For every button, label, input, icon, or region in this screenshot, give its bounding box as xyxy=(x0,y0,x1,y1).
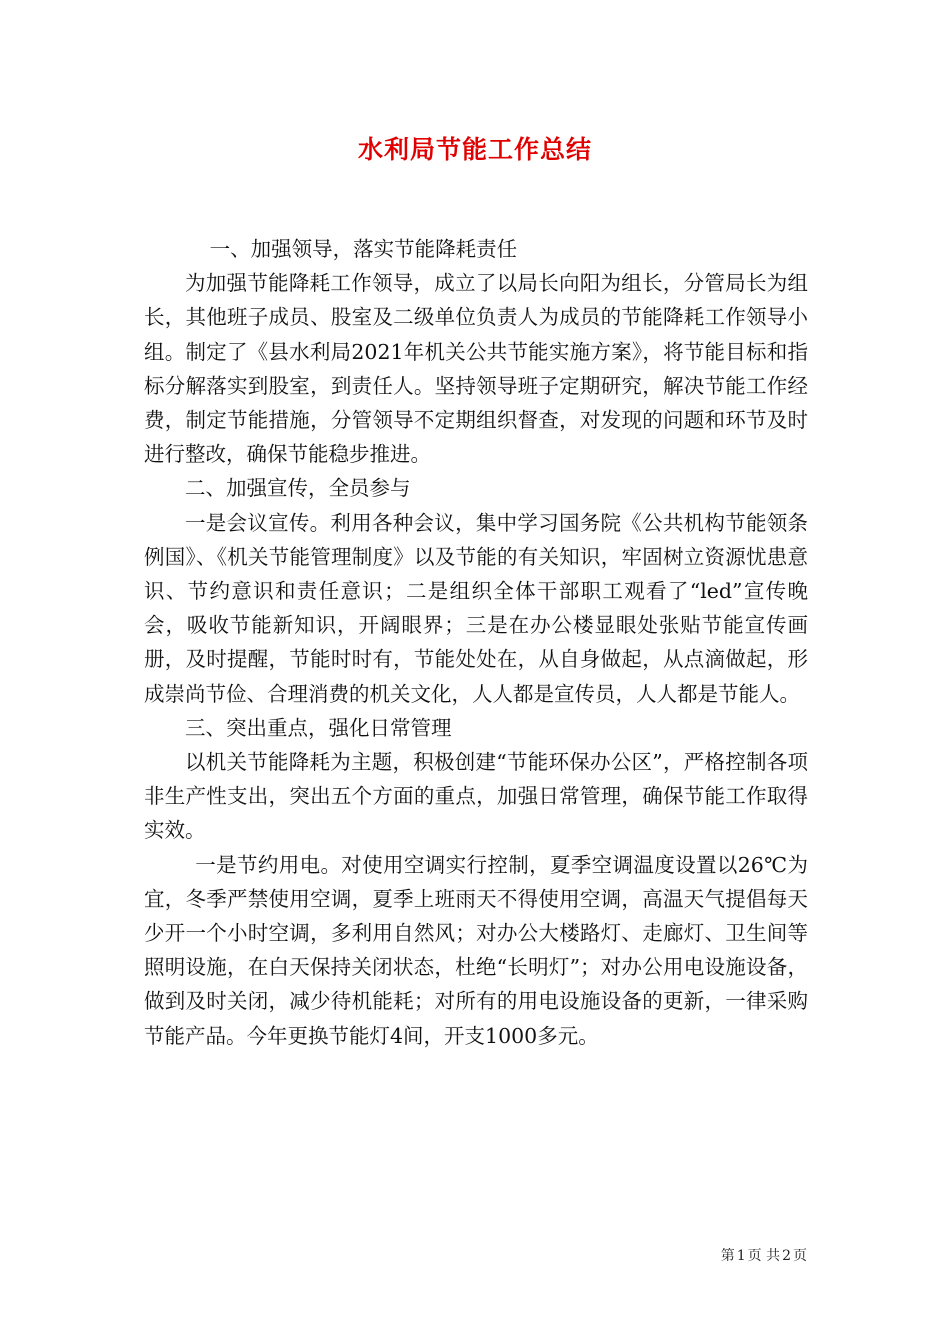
section-2-paragraph-1: 一是会议宣传。利用各种会议，集中学习国务院《公共机构节能领条例国》、《机关节能管理制度》以及节能的有关知识，牢固树立资源忧患意识、节约意识和责任意识；二是组织全体干部职工观看了“led”宣传晚会，吸收节能新知识，开阔眼界；三是在办公楼显眼处张贴节能宣传画册，及时提醒，节能时时有，节能处处在，从自身做起，从点滴做起，形成崇尚节俭、合理消费的机关文化，人人都是宣传员，人人都是节能人。 xyxy=(144,510,808,706)
section-heading-1: 一、加强领导，落实节能降耗责任 xyxy=(209,237,518,261)
footer-suffix: 页 xyxy=(793,1248,807,1264)
footer-total-pages: 2 xyxy=(782,1248,791,1264)
document-body xyxy=(144,232,808,1053)
page-title: 水利局节能工作总结 xyxy=(357,135,592,164)
footer-current-page: 1 xyxy=(736,1248,746,1264)
section-heading-3: 三、突出重点，强化日常管理 xyxy=(185,715,452,740)
section-3-paragraph-1: 以机关节能降耗为主题，积极创建“节能环保办公区”，严格控制各项非生产性支出，突出五个方面的重点，加强日常管理，确保节能工作取得实效。 xyxy=(144,750,808,843)
footer-prefix: 第 xyxy=(720,1248,735,1264)
page-footer xyxy=(720,1245,808,1265)
footer-middle: 页 共 xyxy=(747,1248,781,1264)
section-heading-2: 二、加强宣传，全员参与 xyxy=(185,476,411,501)
section-1-paragraph-1: 为加强节能降耗工作领导，成立了以局长向阳为组长，分管局长为组长，其他班子成员、股室及二级单位负责人为成员的节能降耗工作领导小组。制定了《县水利局2021年机关公共节能实施方案》，将节能目标和指标分解落实到股室，到责任人。坚持领导班子定期研究，解决节能工作经费，制定节能措施，分管领导不定期组织督查，对发现的问题和环节及时进行整改，确保节能稳步推进。 xyxy=(144,271,808,467)
section-3-paragraph-2: 一是节约用电。对使用空调实行控制，夏季空调温度设置以26℃为宜，冬季严禁使用空调，夏季上班雨天不得使用空调，高温天气提倡每天少开一个小时空调，多利用自然风；对办公大楼路灯、走廊灯、卫生间等照明设施，在白天保持关闭状态，杜绝“长明灯”；对办公用电设施设备，做到及时关闭，减少待机能耗；对所有的用电设施设备的更新，一律采购节能产品。今年更换节能灯4间，开支1000多元。 xyxy=(144,852,808,1048)
